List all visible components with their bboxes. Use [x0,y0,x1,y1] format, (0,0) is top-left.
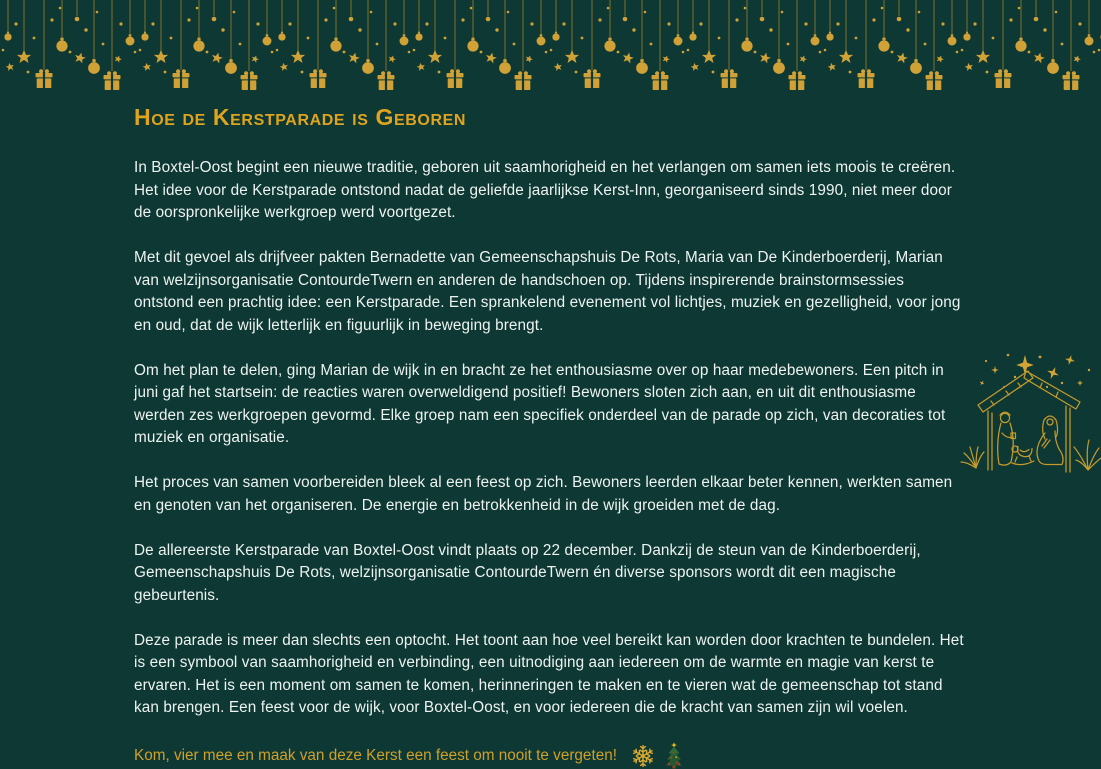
paragraph: Met dit gevoel als drijfveer pakten Bernadette van Gemeenschapshuis De Rots, Maria van De Kinderboerderij, Marian van welzijnsorganisatie ContourdeTwern en anderen de handschoen op. Tijdens inspirerende brainstormsessies ontstond een prachtig idee: een Kerstparade. Een sprankelend evenement vol lichtjes, muziek en gezelligheid, voor jong en oud, dat de wijk letterlijk en figuurlijk in beweging brengt. [134,249,961,334]
paragraph: Deze parade is meer dan slechts een optocht. Het toont aan hoe veel bereikt kan worden door krachten te bundelen. Het is een symbool van saamhorigheid en verbinding, een uitnodiging aan iedereen om de warmte en magie van kerst te ervaren. Het is een moment om samen te komen, herinneringen te maken en te vieren wat de gemeenschap tot stand kan brengen. Een feest voor de wijk, voor Boxtel-Oost, en voor iedereen die de kracht van samen zijn wil voelen. [134,631,964,716]
snowflake-icon [631,744,655,768]
article-body [134,157,964,720]
closing-message [134,742,964,769]
closing-text: Kom, vier mee en maak van deze Kerst een feest om nooit te vergeten! [134,746,617,764]
ornament-border [0,0,1101,100]
paragraph: Om het plan te delen, ging Marian de wijk in en bracht ze het enthousiasme over op haar medebewoners. Een pitch in juni gaf het startsein: de reacties waren overweldigend positief! Bewoners sloten zich aan, en uit dit enthousiasme werden zes werkgroepen gevormd. Elke groep nam een specifiek onderdeel van de parade op zich, van decoraties tot muziek en organisatie. [134,361,946,446]
paragraph: De allereerste Kerstparade van Boxtel-Oost vindt plaats op 22 december. Dankzij de steun van de Kinderboerderij, Gemeenschapshuis De Rots, welzijnsorganisatie ContourdeTwern én diverse sponsors wordt dit een magische gebeurtenis. [134,541,921,604]
page-title: Hoe de Kerstparade is Geboren [134,104,467,130]
paragraph: Het proces van samen voorbereiden bleek al een feest op zich. Bewoners leerden elkaar beter kennen, werkten samen en genoten van het organiseren. De energie en betrokkenheid in de wijk groeiden met de dag. [134,474,953,514]
paragraph: In Boxtel-Oost begint een nieuwe traditie, geboren uit saamhorigheid en het verlangen om samen iets moois te creëren. Het idee voor de Kerstparade ontstond nadat de geliefde jaarlijkse Kerst-Inn, georganiseerd sinds 1990, niet meer door de oorspronkelijke werkgroep werd voortgezet. [134,159,956,221]
article [134,104,964,769]
christmas-tree-icon [664,742,684,769]
nativity-illustration [958,349,1101,479]
closing-icons [631,742,684,769]
